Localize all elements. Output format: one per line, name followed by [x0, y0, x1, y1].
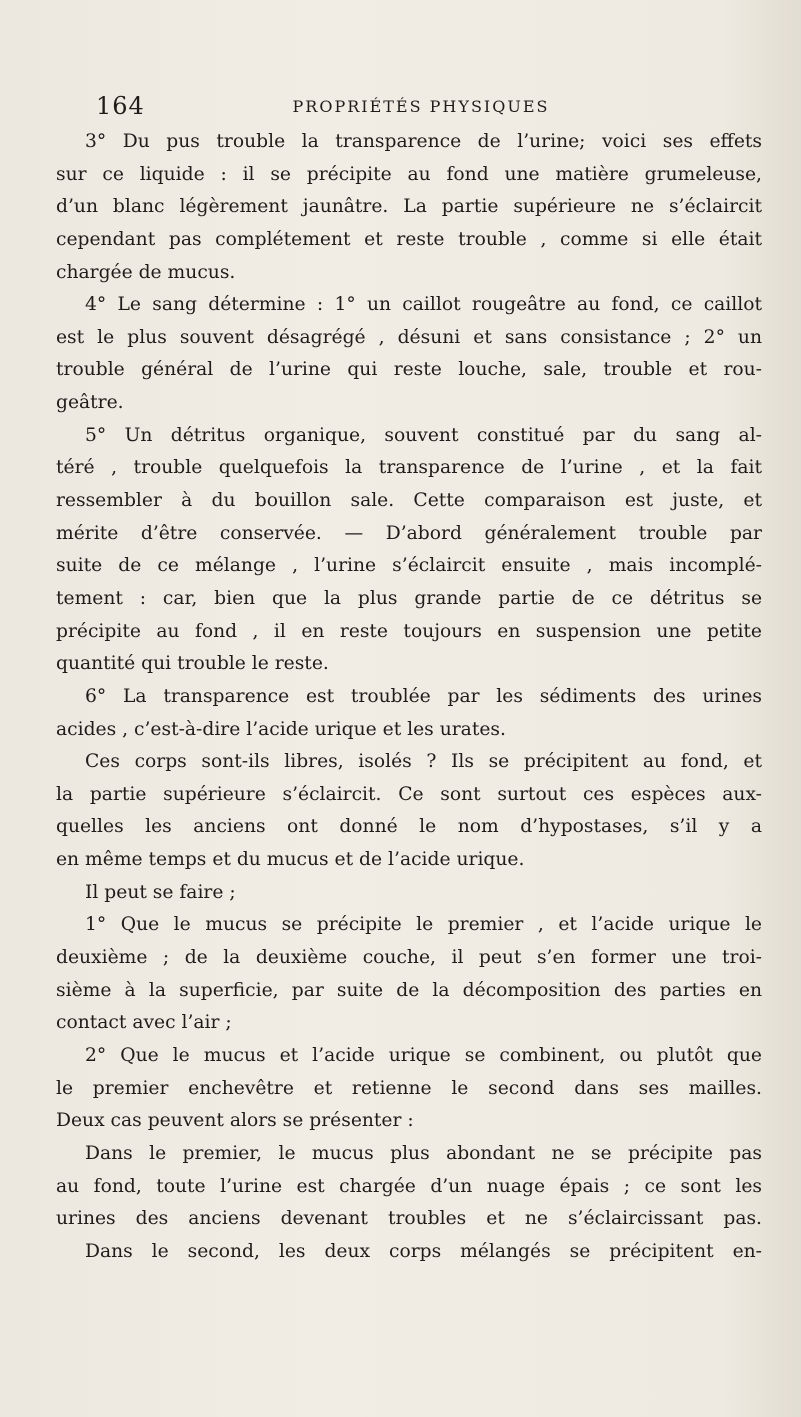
- text-line: 3° Du pus trouble la transparence de l’urine; voici ses effets: [85, 131, 762, 152]
- text-line: 6° La transparence est troublée par les sédiments des urines: [85, 685, 762, 707]
- running-head: PROPRIÉTÉS PHYSIQUES: [292, 97, 550, 116]
- text-line: en même temps et du mucus et de l’acide urique.: [56, 849, 525, 871]
- text-line: la partie supérieure s’éclaircit. Ce sont surtout ces espèces aux-: [56, 783, 762, 805]
- page-number: 164: [96, 92, 145, 120]
- text-line: 5° Un détritus organique, souvent constitué par du sang al-: [85, 424, 762, 446]
- text-line: cependant pas complétement et reste trouble , comme si elle était: [56, 228, 762, 250]
- text-line: trouble général de l’urine qui reste louche, sale, trouble et rou-: [56, 359, 762, 381]
- text-line: acides , c’est-à-dire l’acide urique et les urates.: [56, 718, 506, 740]
- text-line: le premier enchevêtre et retienne le second dans ses mailles.: [56, 1077, 762, 1099]
- text-line: Dans le second, les deux corps mélangés se précipitent en-: [85, 1240, 762, 1262]
- text-line: sur ce liquide : il se précipite au fond une matière grumeleuse,: [56, 163, 762, 185]
- text-line: quelles les anciens ont donné le nom d’hypostases, s’il y a: [56, 816, 762, 838]
- text-line: 2° Que le mucus et l’acide urique se combinent, ou plutôt que: [85, 1044, 762, 1066]
- text-line: mérite d’être conservée. — D’abord généralement trouble par: [56, 522, 762, 544]
- text-line: Il peut se faire ;: [85, 881, 236, 903]
- text-line: chargée de mucus.: [56, 261, 236, 283]
- text-line: quantité qui trouble le reste.: [56, 653, 329, 675]
- text-line: au fond, toute l’urine est chargée d’un nuage épais ; ce sont les: [56, 1175, 762, 1197]
- text-line: contact avec l’air ;: [56, 1012, 232, 1034]
- text-line: précipite au fond , il en reste toujours en suspension une petite: [56, 620, 762, 642]
- text-line: Deux cas peuvent alors se présenter :: [56, 1110, 414, 1132]
- page-header: [96, 92, 746, 124]
- text-line: Ces corps sont-ils libres, isolés ? Ils se précipitent au fond, et: [85, 751, 762, 773]
- text-line: 4° Le sang détermine : 1° un caillot rougeâtre au fond, ce caillot: [85, 294, 762, 316]
- text-line: deuxième ; de la deuxième couche, il peut s’en former une troi-: [56, 947, 762, 969]
- body-text: [56, 126, 762, 1268]
- text-line: d’un blanc légèrement jaunâtre. La partie supérieure ne s’éclaircit: [56, 196, 762, 218]
- text-line: suite de ce mélange , l’urine s’éclaircit ensuite , mais incomplé-: [56, 555, 762, 577]
- text-line: sième à la superficie, par suite de la décomposition des parties en: [56, 979, 762, 1001]
- text-line: geâtre.: [56, 392, 124, 414]
- text-line: ressembler à du bouillon sale. Cette comparaison est juste, et: [56, 490, 762, 512]
- text-line: est le plus souvent désagrégé , désuni et sans consistance ; 2° un: [56, 326, 762, 348]
- text-line: Dans le premier, le mucus plus abondant ne se précipite pas: [85, 1142, 762, 1164]
- text-line: téré , trouble quelquefois la transparence de l’urine , et la fait: [56, 457, 762, 479]
- text-line: tement : car, bien que la plus grande partie de ce détritus se: [56, 587, 762, 609]
- text-line: 1° Que le mucus se précipite le premier , et l’acide urique le: [85, 914, 762, 936]
- text-line: urines des anciens devenant troubles et ne s’éclaircissant pas.: [56, 1208, 762, 1230]
